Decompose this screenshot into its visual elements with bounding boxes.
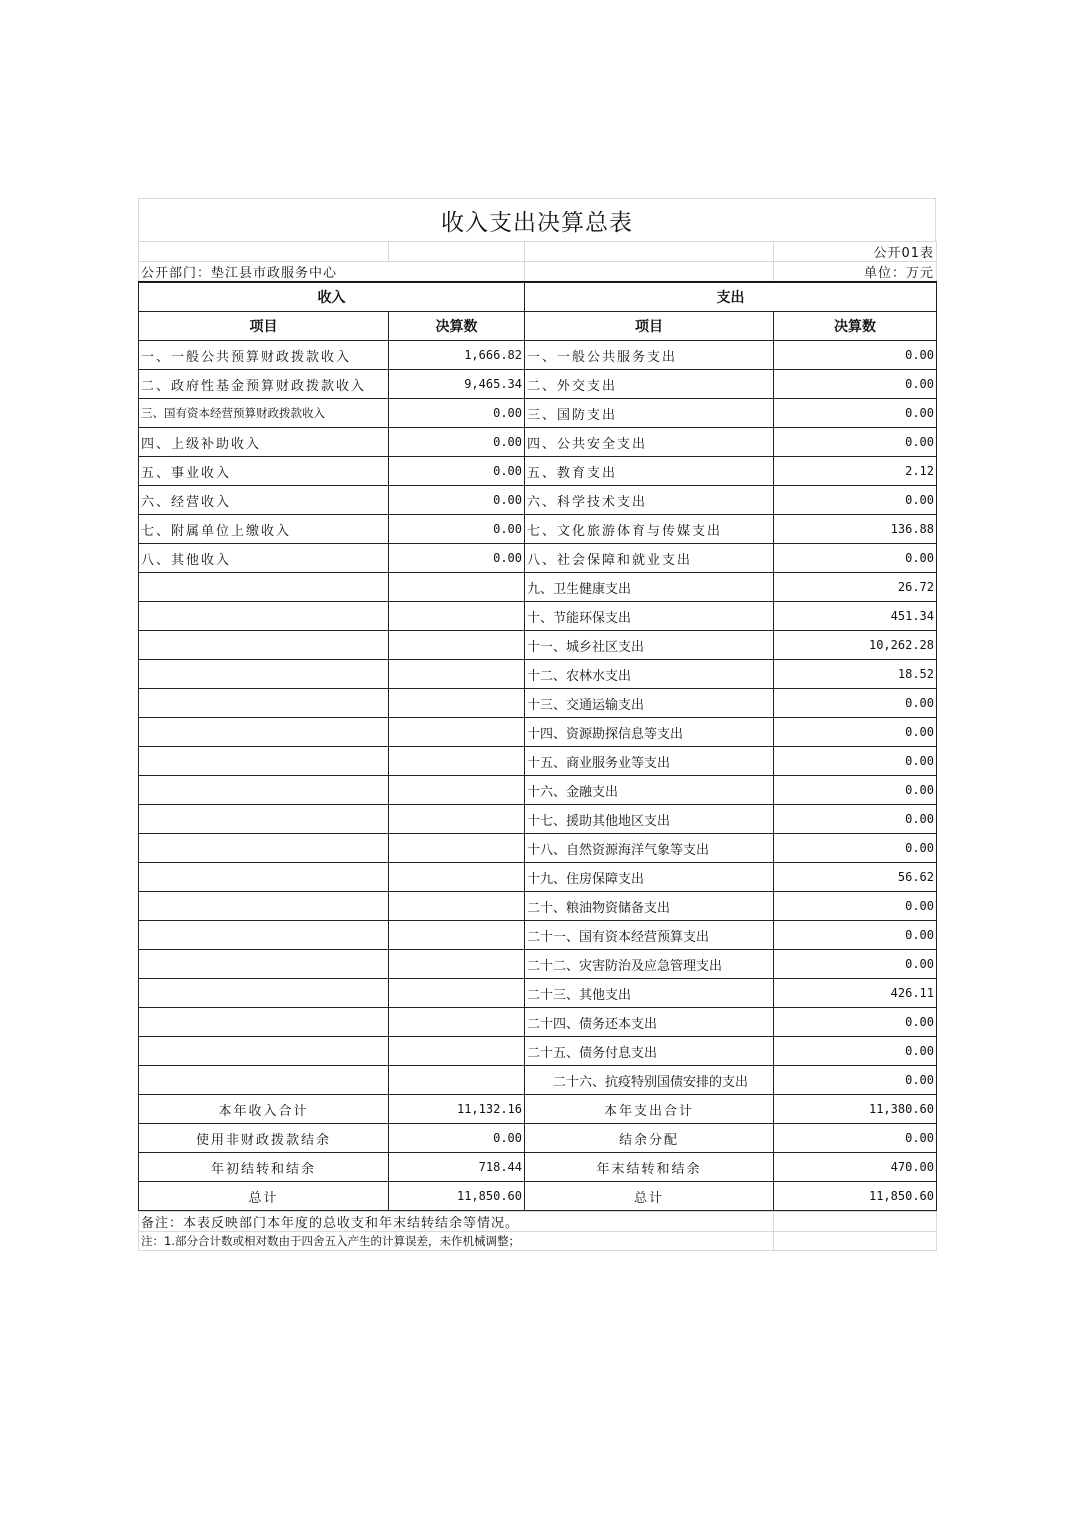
summary-income-amount: 11,850.60 — [389, 1182, 525, 1211]
income-item: 五、事业收入 — [139, 457, 389, 486]
expense-item: 十七、援助其他地区支出 — [525, 805, 774, 834]
income-item — [139, 892, 389, 921]
expense-amount: 0.00 — [774, 544, 937, 573]
expense-amount: 0.00 — [774, 892, 937, 921]
expense-item: 七、文化旅游体育与传媒支出 — [525, 515, 774, 544]
expense-amount: 0.00 — [774, 1037, 937, 1066]
expense-item: 二十二、灾害防治及应急管理支出 — [525, 950, 774, 979]
expense-amount: 0.00 — [774, 428, 937, 457]
income-item: 七、附属单位上缴收入 — [139, 515, 389, 544]
income-amount — [389, 1037, 525, 1066]
table-row — [139, 805, 937, 834]
expense-amount: 0.00 — [774, 747, 937, 776]
meta-blank — [525, 262, 774, 282]
expense-amount: 2.12 — [774, 457, 937, 486]
expense-item: 二、外交支出 — [525, 370, 774, 399]
expense-item: 二十四、债务还本支出 — [525, 1008, 774, 1037]
income-item — [139, 863, 389, 892]
expense-item: 十五、商业服务业等支出 — [525, 747, 774, 776]
summary-row — [139, 1182, 937, 1211]
income-amount — [389, 602, 525, 631]
income-amount — [389, 573, 525, 602]
income-item — [139, 573, 389, 602]
expense-amount: 0.00 — [774, 950, 937, 979]
meta-blank — [389, 242, 525, 262]
income-item: 一、一般公共预算财政拨款收入 — [139, 341, 389, 370]
summary-expense-amount: 0.00 — [774, 1124, 937, 1153]
summary-expense-label: 总计 — [525, 1182, 774, 1211]
expense-amount: 0.00 — [774, 486, 937, 515]
table-row — [139, 892, 937, 921]
expense-amount: 0.00 — [774, 805, 937, 834]
table-row — [139, 776, 937, 805]
table-row — [139, 921, 937, 950]
income-amount: 0.00 — [389, 399, 525, 428]
expense-item: 二十、粮油物资储备支出 — [525, 892, 774, 921]
table-row — [139, 341, 937, 370]
expense-item-header: 项目 — [525, 312, 774, 341]
expense-item: 十三、交通运输支出 — [525, 689, 774, 718]
income-amount: 0.00 — [389, 457, 525, 486]
income-amount — [389, 921, 525, 950]
expense-item: 八、社会保障和就业支出 — [525, 544, 774, 573]
summary-income-label: 使用非财政拨款结余 — [139, 1124, 389, 1153]
expense-item: 六、科学技术支出 — [525, 486, 774, 515]
table-row — [139, 747, 937, 776]
expense-item: 二十六、抗疫特别国债安排的支出 — [525, 1066, 774, 1095]
expense-header: 支出 — [525, 283, 937, 312]
meta-blank — [525, 242, 774, 262]
summary-expense-label: 年末结转和结余 — [525, 1153, 774, 1182]
expense-item: 二十三、其他支出 — [525, 979, 774, 1008]
income-item — [139, 718, 389, 747]
table-row — [139, 457, 937, 486]
income-item — [139, 602, 389, 631]
income-amount — [389, 979, 525, 1008]
income-item: 三、国有资本经营预算财政拨款收入 — [139, 399, 389, 428]
income-amount — [389, 776, 525, 805]
income-item-header: 项目 — [139, 312, 389, 341]
expense-item: 十四、资源勘探信息等支出 — [525, 718, 774, 747]
expense-amount: 0.00 — [774, 1066, 937, 1095]
income-amount — [389, 805, 525, 834]
income-item — [139, 631, 389, 660]
table-row — [139, 573, 937, 602]
expense-amount: 0.00 — [774, 689, 937, 718]
table-row — [139, 689, 937, 718]
income-amount: 1,666.82 — [389, 341, 525, 370]
income-item — [139, 979, 389, 1008]
notes-table — [138, 1211, 937, 1251]
table-row — [139, 515, 937, 544]
expense-amount: 56.62 — [774, 863, 937, 892]
summary-income-amount: 718.44 — [389, 1153, 525, 1182]
income-item — [139, 921, 389, 950]
expense-amount: 451.34 — [774, 602, 937, 631]
rounding-note: 注：1.部分合计数或相对数由于四舍五入产生的计算误差，未作机械调整； — [139, 1232, 774, 1251]
income-item — [139, 689, 389, 718]
income-item: 四、上级补助收入 — [139, 428, 389, 457]
expense-amount: 136.88 — [774, 515, 937, 544]
expense-item: 二十五、债务付息支出 — [525, 1037, 774, 1066]
summary-expense-label: 本年支出合计 — [525, 1095, 774, 1124]
income-amount: 0.00 — [389, 428, 525, 457]
income-item — [139, 1037, 389, 1066]
sheet-title: 收入支出决算总表 — [138, 198, 936, 241]
form-number: 公开01表 — [774, 242, 937, 262]
income-amount — [389, 631, 525, 660]
table-row — [139, 863, 937, 892]
income-item — [139, 805, 389, 834]
expense-item: 十一、城乡社区支出 — [525, 631, 774, 660]
table-row — [139, 370, 937, 399]
income-amount — [389, 660, 525, 689]
expense-amount: 0.00 — [774, 370, 937, 399]
summary-expense-amount: 11,850.60 — [774, 1182, 937, 1211]
income-amount — [389, 834, 525, 863]
summary-income-amount: 11,132.16 — [389, 1095, 525, 1124]
table-row — [139, 602, 937, 631]
table-row — [139, 718, 937, 747]
table-row — [139, 979, 937, 1008]
summary-income-label: 本年收入合计 — [139, 1095, 389, 1124]
expense-item: 十二、农林水支出 — [525, 660, 774, 689]
income-amount — [389, 747, 525, 776]
income-amount — [389, 1008, 525, 1037]
income-item: 二、政府性基金预算财政拨款收入 — [139, 370, 389, 399]
income-amount — [389, 892, 525, 921]
expense-item: 十六、金融支出 — [525, 776, 774, 805]
table-row — [139, 544, 937, 573]
summary-row — [139, 1124, 937, 1153]
note-blank — [774, 1212, 937, 1232]
income-amount: 0.00 — [389, 515, 525, 544]
expense-amount: 0.00 — [774, 1008, 937, 1037]
expense-amount: 18.52 — [774, 660, 937, 689]
summary-expense-amount: 11,380.60 — [774, 1095, 937, 1124]
table-row — [139, 428, 937, 457]
summary-income-label: 年初结转和结余 — [139, 1153, 389, 1182]
income-amount — [389, 1066, 525, 1095]
expense-amount: 426.11 — [774, 979, 937, 1008]
meta-table — [138, 241, 937, 282]
table-row — [139, 950, 937, 979]
expense-item: 十、节能环保支出 — [525, 602, 774, 631]
expense-amount: 0.00 — [774, 921, 937, 950]
income-amount — [389, 718, 525, 747]
income-item — [139, 834, 389, 863]
table-row — [139, 631, 937, 660]
expense-item: 五、教育支出 — [525, 457, 774, 486]
income-item — [139, 747, 389, 776]
expense-amount: 10,262.28 — [774, 631, 937, 660]
table-row — [139, 1037, 937, 1066]
table-row — [139, 834, 937, 863]
summary-row — [139, 1153, 937, 1182]
income-item: 六、经营收入 — [139, 486, 389, 515]
income-item — [139, 776, 389, 805]
income-amount-header: 决算数 — [389, 312, 525, 341]
expense-item: 九、卫生健康支出 — [525, 573, 774, 602]
expense-amount: 0.00 — [774, 834, 937, 863]
table-row — [139, 660, 937, 689]
department-label: 公开部门：垫江县市政服务中心 — [139, 262, 525, 282]
expense-item: 一、一般公共服务支出 — [525, 341, 774, 370]
income-amount — [389, 863, 525, 892]
summary-income-amount: 0.00 — [389, 1124, 525, 1153]
expense-item: 三、国防支出 — [525, 399, 774, 428]
income-amount: 0.00 — [389, 486, 525, 515]
budget-sheet — [138, 198, 936, 1251]
unit-label: 单位：万元 — [774, 262, 937, 282]
meta-blank — [139, 242, 389, 262]
table-row — [139, 1066, 937, 1095]
income-header: 收入 — [139, 283, 525, 312]
summary-income-label: 总计 — [139, 1182, 389, 1211]
expense-amount: 0.00 — [774, 399, 937, 428]
income-item — [139, 950, 389, 979]
note-blank — [774, 1232, 937, 1251]
expense-amount: 0.00 — [774, 776, 937, 805]
expense-amount: 26.72 — [774, 573, 937, 602]
remark-note: 备注：本表反映部门本年度的总收支和年末结转结余等情况。 — [139, 1212, 774, 1232]
summary-expense-label: 结余分配 — [525, 1124, 774, 1153]
expense-amount-header: 决算数 — [774, 312, 937, 341]
income-amount — [389, 950, 525, 979]
income-item: 八、其他收入 — [139, 544, 389, 573]
table-row — [139, 1008, 937, 1037]
expense-item: 十八、自然资源海洋气象等支出 — [525, 834, 774, 863]
summary-expense-amount: 470.00 — [774, 1153, 937, 1182]
income-item — [139, 660, 389, 689]
expense-amount: 0.00 — [774, 341, 937, 370]
summary-row — [139, 1095, 937, 1124]
income-amount: 0.00 — [389, 544, 525, 573]
income-amount — [389, 689, 525, 718]
expense-item: 二十一、国有资本经营预算支出 — [525, 921, 774, 950]
income-item — [139, 1008, 389, 1037]
income-item — [139, 1066, 389, 1095]
income-amount: 9,465.34 — [389, 370, 525, 399]
expense-item: 十九、住房保障支出 — [525, 863, 774, 892]
expense-amount: 0.00 — [774, 718, 937, 747]
table-row — [139, 486, 937, 515]
table-row — [139, 399, 937, 428]
main-table — [138, 282, 937, 1211]
expense-item: 四、公共安全支出 — [525, 428, 774, 457]
